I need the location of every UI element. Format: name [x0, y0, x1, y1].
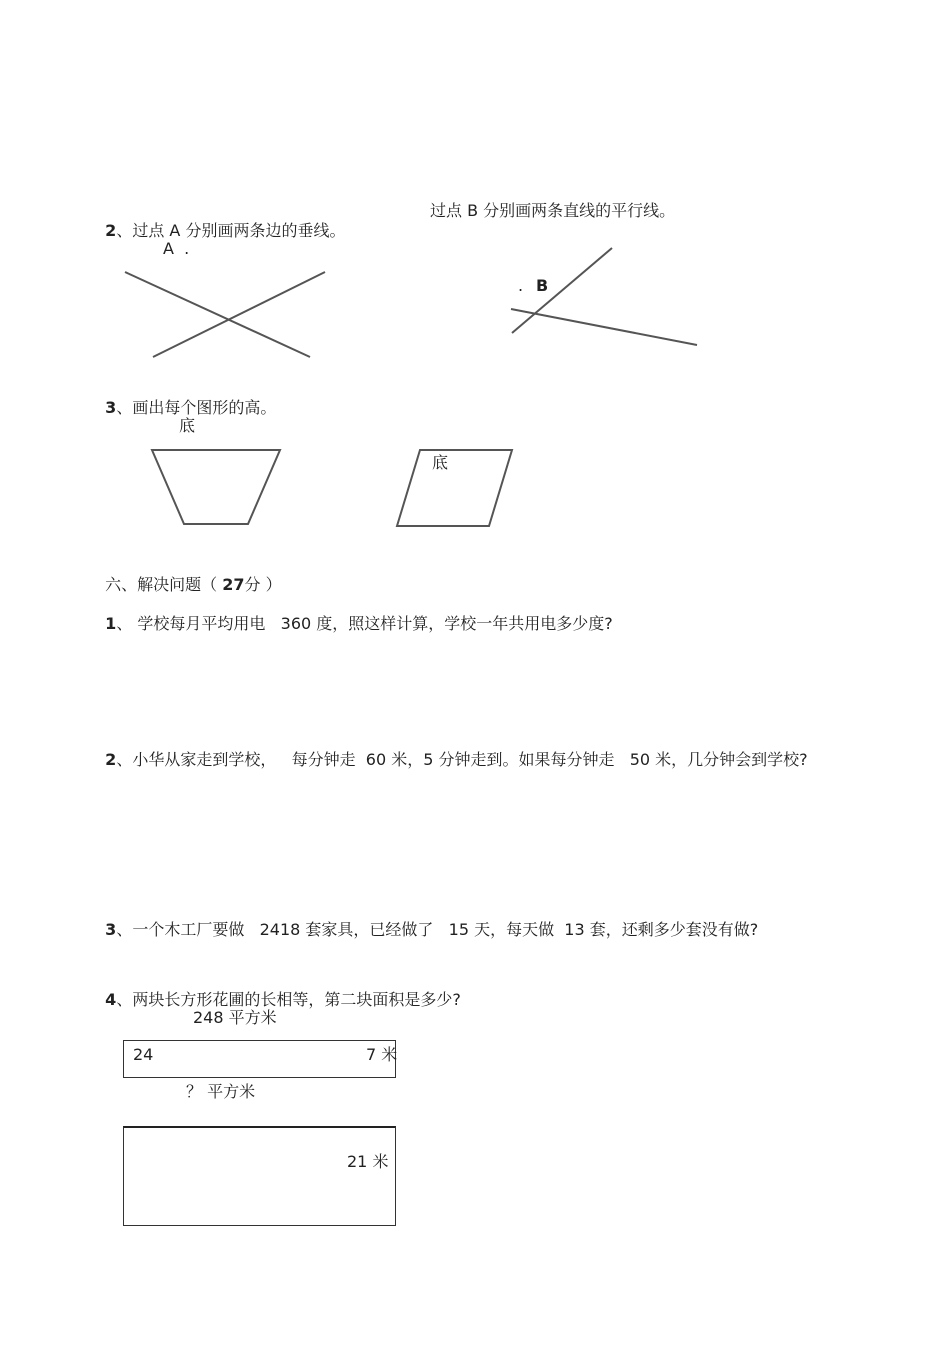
section6-score: 27	[222, 575, 245, 594]
problem-4-separator: 、	[116, 990, 133, 1009]
section6-title-prefix: 六、解决问题（	[105, 575, 223, 594]
trapezoid-shape	[152, 450, 280, 524]
problem-2-text: 小华从家走到学校， 每分钟走 60 米，5 分钟走到。如果每分钟走 50 米，几分钟会到学校?	[132, 750, 808, 769]
q3-number: 3	[105, 398, 117, 417]
section6-title	[95, 555, 282, 595]
problem-4-number: 4	[105, 990, 117, 1009]
point-a-label: A .	[163, 239, 190, 258]
problem-2-separator: 、	[116, 750, 133, 769]
steep-line	[512, 248, 612, 333]
top-rect-area-label: 248 平方米	[193, 1008, 277, 1027]
problem-2-number: 2	[105, 750, 117, 769]
parallelogram-shape	[397, 450, 512, 526]
top-rect-width-label: 7 米	[366, 1045, 398, 1064]
top-rect-left-label: 24	[133, 1045, 154, 1064]
bottom-rect-area-label: ？ 平方米	[186, 1082, 256, 1101]
problem-2	[95, 730, 808, 770]
q3-separator: 、	[116, 398, 133, 417]
problem-3-text: 一个木工厂要做 2418 套家具，已经做了 15 天，每天做 13 套，还剩多少套没有做?	[132, 920, 759, 939]
bottom-rect-width-label: 21 米	[347, 1152, 389, 1171]
problem-1	[95, 594, 613, 634]
q2-right-text: 过点 B 分别画两条直线的平行线。	[430, 201, 676, 220]
point-b-dot: .	[518, 276, 524, 295]
q2-left-text: 过点 A 分别画两条边的垂线。	[132, 221, 346, 240]
shallow-line	[511, 309, 697, 345]
problem-4	[95, 970, 461, 1010]
crossing-line-2	[153, 272, 325, 357]
q2-separator: 、	[116, 221, 133, 240]
q3-text: 画出每个图形的高。	[132, 398, 277, 417]
problem-3	[95, 900, 758, 940]
section6-title-suffix: 分 ）	[244, 575, 282, 594]
problem-1-separator: 、	[116, 614, 133, 633]
problem-4-text: 两块长方形花圃的长相等，第二块面积是多少?	[132, 990, 461, 1009]
q2-number: 2	[105, 221, 117, 240]
top-rectangle	[123, 1040, 396, 1078]
trapezoid-base-label: 底	[179, 416, 196, 435]
problem-1-number: 1	[105, 614, 117, 633]
bottom-rectangle	[123, 1126, 396, 1226]
parallelogram-base-label: 底	[432, 453, 449, 472]
crossing-line-1	[125, 272, 310, 357]
problem-3-number: 3	[105, 920, 117, 939]
point-b-label: B	[536, 276, 549, 295]
problem-3-separator: 、	[116, 920, 133, 939]
problem-1-text: 学校每月平均用电 360 度，照这样计算，学校一年共用电多少度?	[132, 614, 613, 633]
